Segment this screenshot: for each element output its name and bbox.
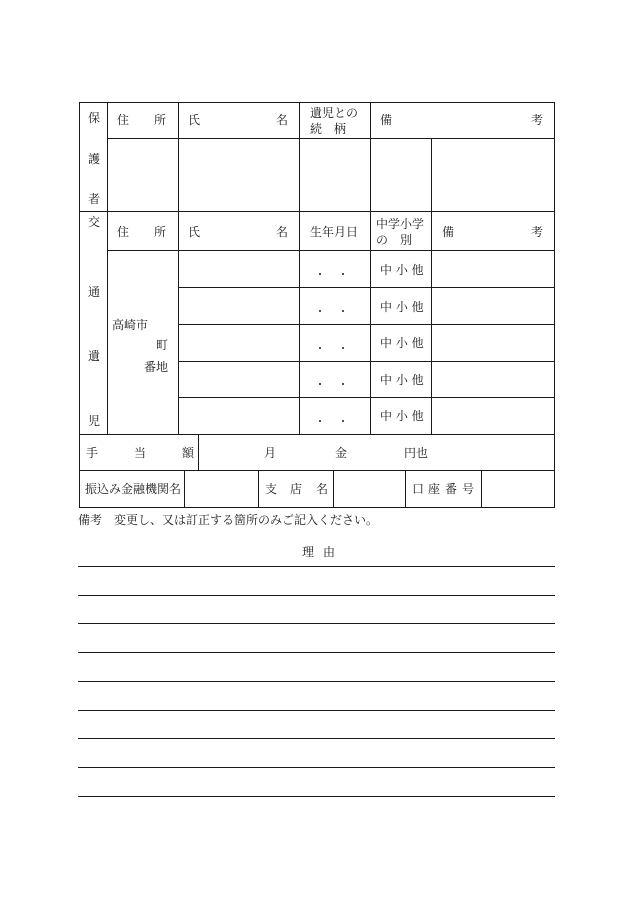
bank-branch-field[interactable] <box>334 471 405 507</box>
note-label: 備考 <box>78 513 103 527</box>
guardian-name-field[interactable] <box>179 139 299 211</box>
orphan-name-field[interactable] <box>179 325 299 361</box>
orphan-side-label: 遺 <box>88 349 101 363</box>
orphan-remarks-field[interactable] <box>432 362 554 397</box>
header-name: 名 <box>276 225 289 239</box>
bank-account-label: 口 <box>412 482 425 496</box>
reason-line[interactable] <box>78 767 555 768</box>
school-options[interactable]: 中 小 他 <box>380 409 424 423</box>
rule-bank-col <box>258 470 259 508</box>
bank-branch-label: 支 <box>265 482 278 496</box>
header-remarks: 備 <box>380 113 393 127</box>
rule-bank-col <box>405 470 406 508</box>
rule-section-split <box>79 211 555 212</box>
orphan-birthdate-field[interactable] <box>300 398 370 434</box>
bank-branch-label: 名 <box>316 482 329 496</box>
guardian-side-label: 者 <box>88 192 101 206</box>
bank-account-label: 座 <box>428 482 441 496</box>
orphan-address-city: 高崎市 <box>112 318 149 332</box>
school-options[interactable]: 中 小 他 <box>380 263 424 277</box>
reason-line[interactable] <box>78 566 555 567</box>
bank-account-field[interactable] <box>482 471 554 507</box>
date-separator <box>342 420 344 422</box>
table-border-left <box>79 102 80 508</box>
header-school: 中学小学 <box>376 217 425 231</box>
header-birthdate: 生年月日 <box>310 225 359 239</box>
orphan-address-number: 番地 <box>144 360 169 374</box>
school-options[interactable]: 中 小 他 <box>380 336 424 350</box>
orphan-birthdate-field[interactable] <box>300 362 370 397</box>
orphan-name-field[interactable] <box>179 251 299 287</box>
date-separator <box>342 310 344 312</box>
allowance-label: 手 <box>86 446 99 460</box>
orphan-side-label: 児 <box>88 414 101 428</box>
reason-title: 由 <box>323 545 336 559</box>
header-name: 氏 <box>188 225 201 239</box>
date-separator <box>342 347 344 349</box>
header-remarks: 考 <box>531 113 544 127</box>
bank-account-label: 番 <box>445 482 458 496</box>
reason-title: 理 <box>302 545 315 559</box>
reason-line[interactable] <box>78 623 555 624</box>
orphan-remarks-field[interactable] <box>432 288 554 324</box>
orphan-birthdate-field[interactable] <box>300 251 370 287</box>
reason-line[interactable] <box>78 595 555 596</box>
guardian-remarks-field[interactable] <box>432 139 554 211</box>
school-options[interactable]: 中 小 他 <box>380 373 424 387</box>
bank-branch-label: 店 <box>290 482 303 496</box>
guardian-address-field[interactable] <box>108 139 178 211</box>
bank-account-label: 号 <box>462 482 475 496</box>
orphan-remarks-field[interactable] <box>432 251 554 287</box>
orphan-birthdate-field[interactable] <box>300 325 370 361</box>
guardian-side-label: 護 <box>88 152 101 166</box>
allowance-kin-label: 金 <box>335 446 348 460</box>
orphan-side-label: 交 <box>88 215 101 229</box>
reason-line[interactable] <box>78 681 555 682</box>
guardian-relation-field[interactable] <box>300 139 370 211</box>
date-separator <box>319 347 321 349</box>
table-border-bottom <box>79 507 555 508</box>
note-text: 変更し、又は訂正する箇所のみご記入ください。 <box>114 513 379 527</box>
school-options[interactable]: 中 小 他 <box>380 300 424 314</box>
orphan-name-field[interactable] <box>179 362 299 397</box>
table-border-right <box>554 102 555 508</box>
reason-line[interactable] <box>78 652 555 653</box>
header-school: の 別 <box>376 233 413 247</box>
allowance-yen-label: 円也 <box>404 446 429 460</box>
allowance-label: 当 <box>134 446 147 460</box>
date-separator <box>342 273 344 275</box>
bank-institution-field[interactable] <box>185 471 258 507</box>
header-name: 氏 <box>188 113 201 127</box>
table-border-top <box>79 102 555 103</box>
header-name: 名 <box>276 113 289 127</box>
orphan-remarks-field[interactable] <box>432 398 554 434</box>
date-separator <box>342 383 344 385</box>
header-address: 住 <box>117 225 130 239</box>
reason-line[interactable] <box>78 710 555 711</box>
date-separator <box>319 273 321 275</box>
header-address: 住 <box>117 113 130 127</box>
orphan-birthdate-field[interactable] <box>300 288 370 324</box>
header-address: 所 <box>154 225 167 239</box>
header-address: 所 <box>154 113 167 127</box>
allowance-amount-field[interactable] <box>199 435 554 470</box>
header-relation: 遺児との <box>310 106 359 120</box>
allowance-label: 額 <box>182 446 195 460</box>
bank-institution-label: 振込み金融機関名 <box>85 482 182 496</box>
orphan-side-label: 通 <box>88 285 101 299</box>
orphan-name-field[interactable] <box>179 398 299 434</box>
guardian-side-label: 保 <box>88 111 101 125</box>
date-separator <box>319 383 321 385</box>
header-remarks: 備 <box>442 225 455 239</box>
allowance-month-label: 月 <box>264 446 277 460</box>
date-separator <box>319 420 321 422</box>
header-relation: 続 柄 <box>310 122 347 136</box>
reason-line[interactable] <box>78 738 555 739</box>
date-separator <box>319 310 321 312</box>
header-remarks: 考 <box>531 225 544 239</box>
orphan-address-town: 町 <box>156 338 169 352</box>
guardian-remarks-field[interactable] <box>371 139 431 211</box>
orphan-remarks-field[interactable] <box>432 325 554 361</box>
orphan-name-field[interactable] <box>179 288 299 324</box>
reason-line[interactable] <box>78 796 555 797</box>
